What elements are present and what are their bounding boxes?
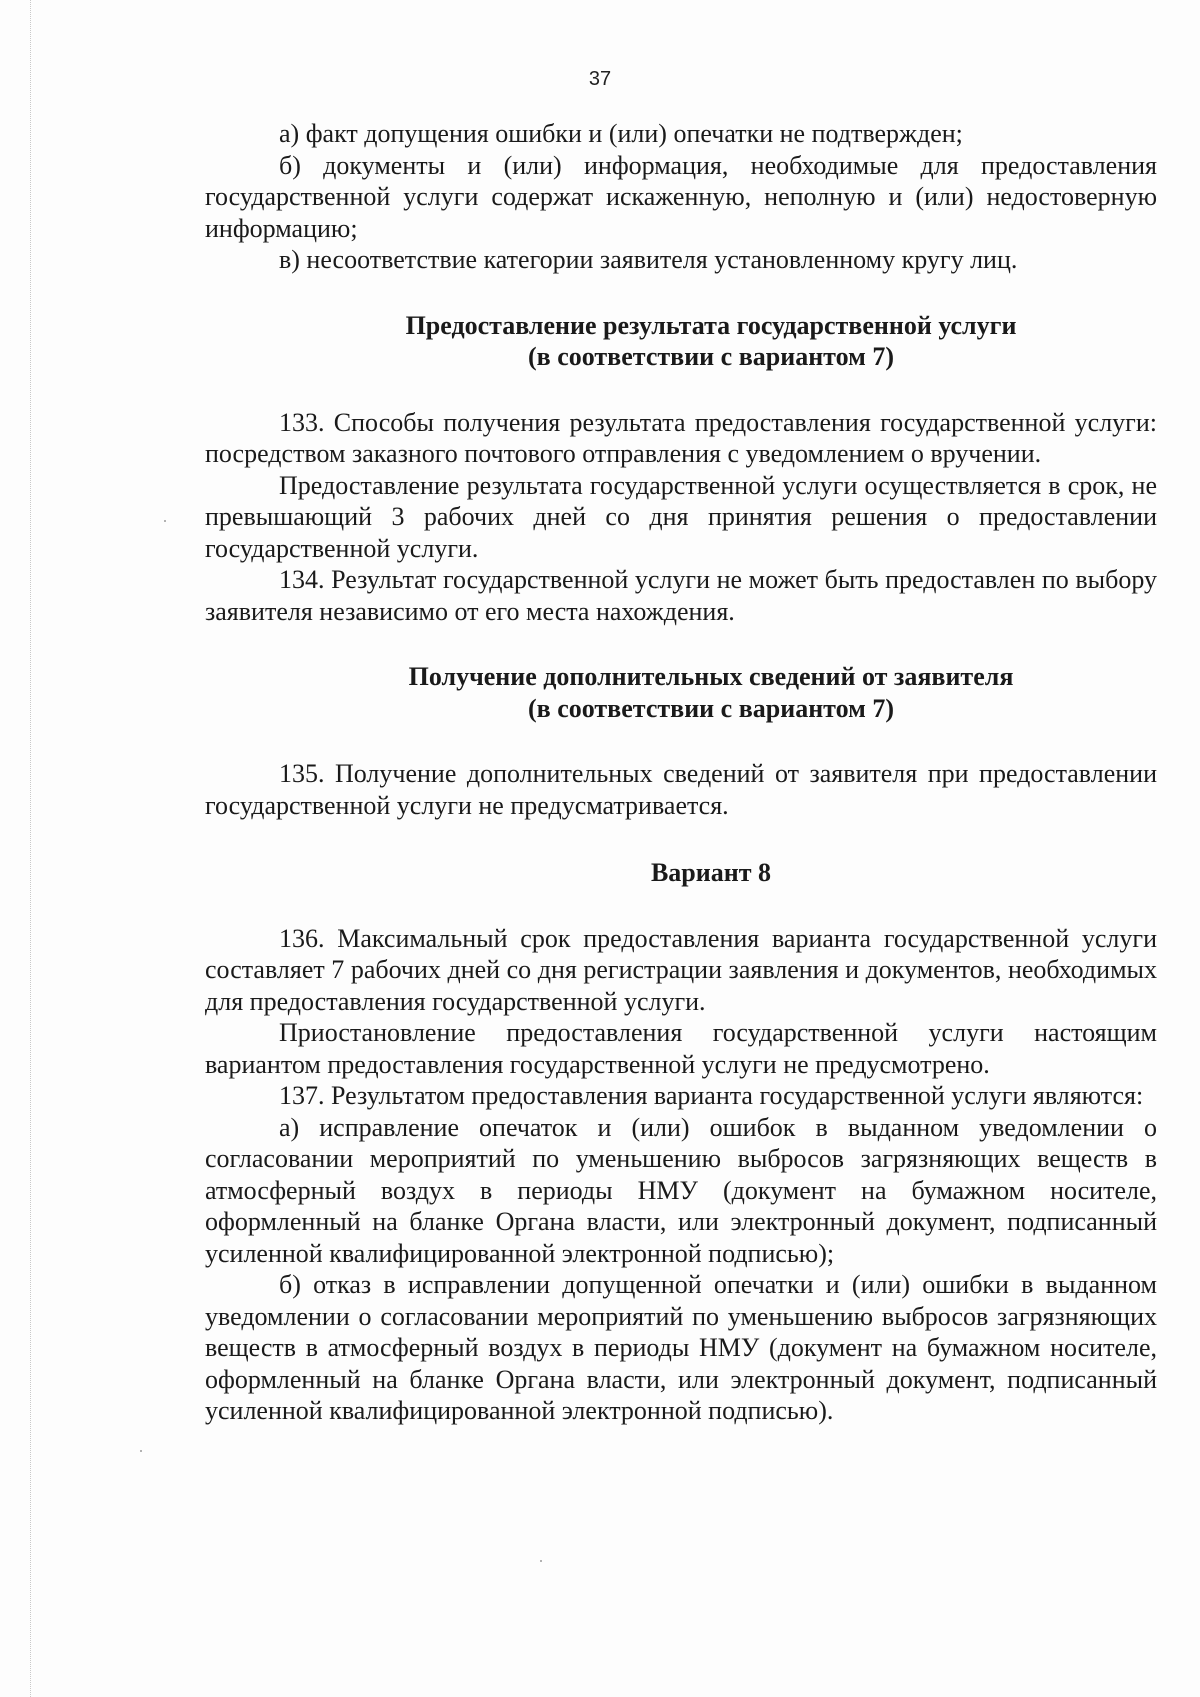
paragraph: б) документы и (или) информация, необходимые для предоставления государственной услуги содержат искаженную, неполную и (или) недостоверную информацию; — [205, 150, 1157, 243]
scan-speck — [540, 1560, 542, 1562]
spacer — [205, 889, 1157, 923]
paragraph: Приостановление предоставления государственной услуги настоящим вариантом предоставления государственной услуги не предусмотрено. — [205, 1018, 1157, 1079]
spacer — [205, 821, 1157, 857]
spacer — [205, 276, 1157, 310]
heading-line: (в соответствии с вариантом 7) — [528, 693, 894, 723]
scan-edge-artifact — [30, 0, 32, 1697]
paragraph: б) отказ в исправлении допущенной опечатки и (или) ошибки в выданном уведомлении о согласовании мероприятий по уменьшению выбросов загрязняющих веществ в атмосферный воздух в периоды НМУ (документ на бумажном носителе, оформленный на бланке Органа власти, или электронный документ, подписанный усиленной квалифицированной электронной подписью). — [205, 1270, 1157, 1425]
paragraph: в) несоответствие категории заявителя установленному кругу лиц. — [279, 245, 1018, 274]
paragraph: Предоставление результата государственной услуги осуществляется в срок, не превышающий 3 рабочих дней со дня принятия решения о предоставлении государственной услуги. — [205, 470, 1157, 563]
spacer — [205, 373, 1157, 407]
variant-heading — [205, 857, 1157, 889]
paragraph: 135. Получение дополнительных сведений от заявителя при предоставлении государственной услуги не предусматривается. — [205, 759, 1157, 820]
paragraph: 137. Результатом предоставления варианта государственной услуги являются: — [279, 1081, 1144, 1110]
section-heading — [205, 661, 1157, 724]
paragraph: 136. Максимальный срок предоставления варианта государственной услуги составляет 7 рабочих дней со дня регистрации заявления и документов, необходимых для предоставления государственной услуги. — [205, 923, 1157, 1016]
paragraph: 133. Способы получения результата предоставления государственной услуги: посредством заказного почтового отправления с уведомлением о вручении. — [205, 407, 1157, 468]
heading-line: Получение дополнительных сведений от заявителя — [408, 662, 1014, 691]
heading-line: Вариант 8 — [650, 858, 772, 887]
heading-line: (в соответствии с вариантом 7) — [528, 342, 894, 371]
scan-speck — [164, 520, 166, 522]
heading-line: Предоставление результата государственной услуги — [405, 310, 1017, 340]
paragraph: 134. Результат государственной услуги не может быть предоставлен по выбору заявителя независимо от его места нахождения. — [205, 565, 1157, 626]
scan-speck — [140, 1450, 142, 1452]
page-number: 37 — [588, 68, 612, 90]
spacer — [205, 724, 1157, 758]
paragraph: а) факт допущения ошибки и (или) опечатки не подтвержден; — [279, 119, 963, 148]
spacer — [205, 627, 1157, 661]
document-body — [205, 118, 1157, 1427]
section-heading — [205, 310, 1157, 373]
paragraph: а) исправление опечаток и (или) ошибок в выданном уведомлении о согласовании мероприятий по уменьшению выбросов загрязняющих веществ в атмосферный воздух в периоды НМУ (документ на бумажном носителе, оформленный на бланке Органа власти, или электронный документ, подписанный усиленной квалифицированной электронной подписью); — [205, 1112, 1157, 1268]
